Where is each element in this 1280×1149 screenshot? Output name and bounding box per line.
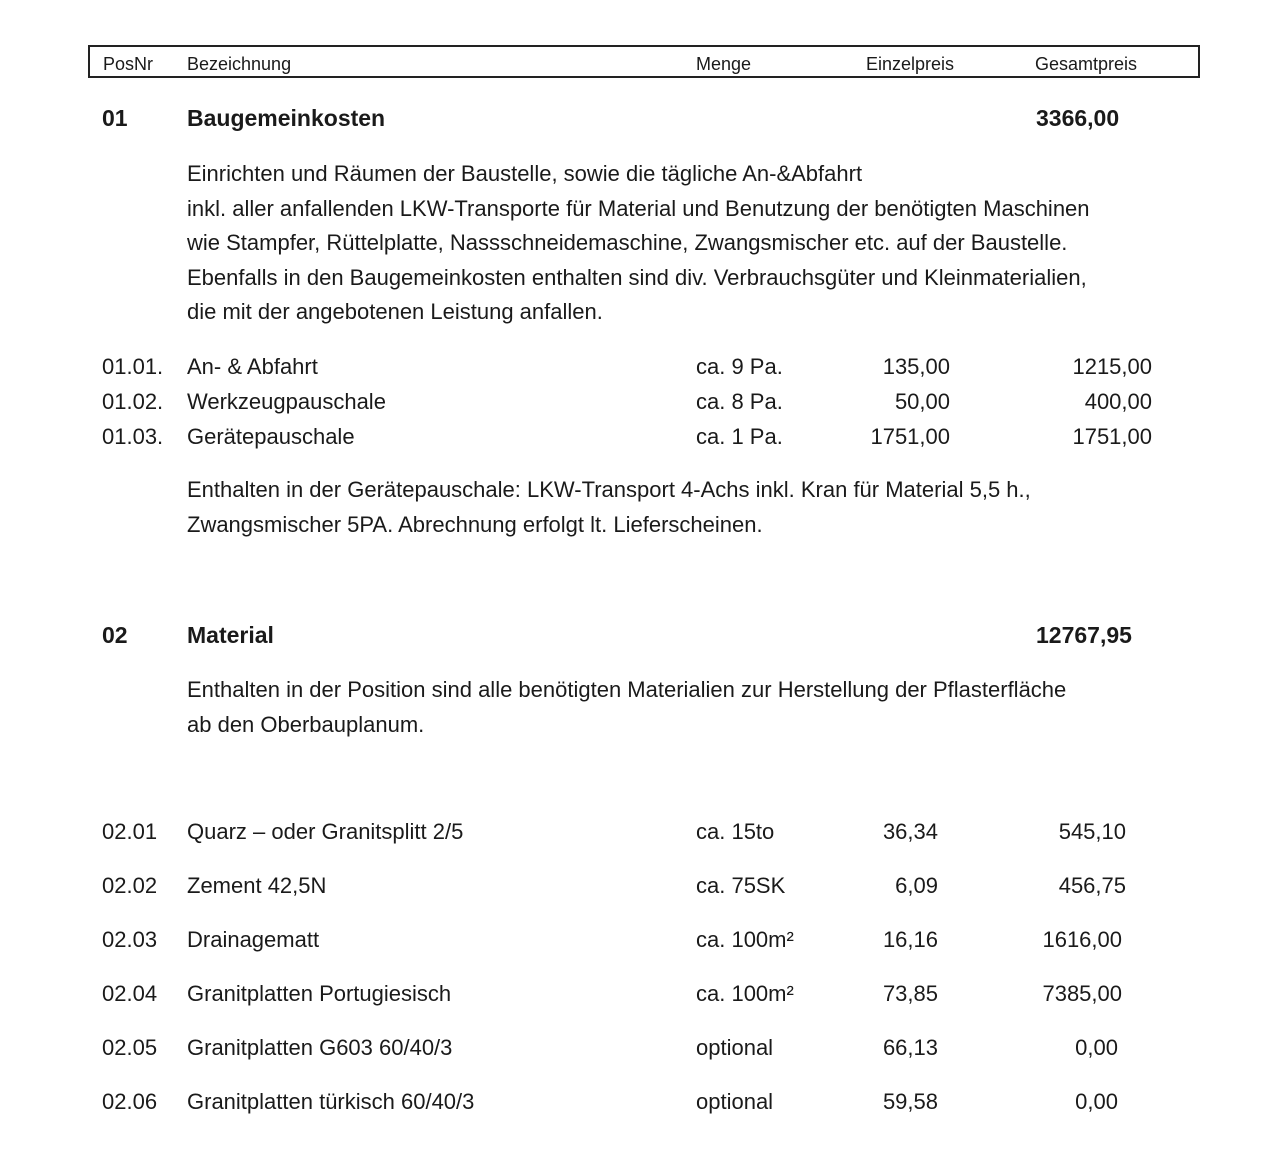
section-title: Material <box>187 622 274 648</box>
item-menge: ca. 100m² <box>696 927 794 952</box>
item-pos: 01.01. <box>102 354 164 379</box>
item-name: Granitplatten türkisch 60/40/3 <box>187 1089 475 1114</box>
header-einzelpreis: Einzelpreis <box>866 54 955 74</box>
column-header <box>88 45 1200 78</box>
item-name: An- & Abfahrt <box>187 354 318 379</box>
item-gesamtpreis: 7385,00 <box>1042 981 1122 1006</box>
item-name: Werkzeugpauschale <box>187 389 386 414</box>
description-line: Enthalten in der Position sind alle benötigten Materialien zur Herstellung der Pflasterfläche <box>187 677 1067 702</box>
item-gesamtpreis: 1215,00 <box>1072 354 1152 379</box>
note-line: Zwangsmischer 5PA. Abrechnung erfolgt lt. Lieferscheinen. <box>187 511 763 537</box>
item-einzelpreis: 1751,00 <box>870 424 950 449</box>
item-einzelpreis: 6,09 <box>895 873 938 898</box>
section-number: 02 <box>102 622 128 648</box>
section-total: 12767,95 <box>1036 622 1132 648</box>
item-einzelpreis: 66,13 <box>882 1035 938 1060</box>
header-menge: Menge <box>696 54 752 74</box>
section-number: 01 <box>102 105 128 131</box>
section-note <box>187 473 1207 542</box>
item-menge: optional <box>696 1035 774 1060</box>
item-pos: 01.02. <box>102 389 164 414</box>
item-menge: ca. 1 Pa. <box>696 424 783 449</box>
item-einzelpreis: 50,00 <box>894 389 950 414</box>
header-bezeichnung: Bezeichnung <box>187 54 292 74</box>
item-gesamtpreis: 456,75 <box>1058 873 1126 898</box>
section-description <box>187 673 1207 742</box>
header-gesamtpreis: Gesamtpreis <box>1035 54 1138 74</box>
item-pos: 02.04 <box>102 981 158 1006</box>
item-menge: optional <box>696 1089 774 1114</box>
section-total: 3366,00 <box>1036 105 1120 131</box>
description-line: die mit der angebotenen Leistung anfallen. <box>187 299 603 324</box>
item-gesamtpreis: 0,00 <box>1075 1089 1118 1114</box>
item-gesamtpreis: 1616,00 <box>1042 927 1122 952</box>
item-pos: 02.01 <box>102 819 158 844</box>
item-menge: ca. 15to <box>696 819 775 844</box>
item-menge: ca. 9 Pa. <box>696 354 783 379</box>
item-gesamtpreis: 0,00 <box>1075 1035 1118 1060</box>
header-posnr: PosNr <box>103 54 154 74</box>
item-gesamtpreis: 545,10 <box>1058 819 1126 844</box>
item-pos: 02.06 <box>102 1089 158 1114</box>
item-name: Quarz – oder Granitsplitt 2/5 <box>187 819 464 844</box>
description-line: wie Stampfer, Rüttelplatte, Nassschneidemaschine, Zwangsmischer etc. auf der Baustelle. <box>187 230 1068 255</box>
item-name: Granitplatten G603 60/40/3 <box>187 1035 453 1060</box>
item-einzelpreis: 36,34 <box>882 819 938 844</box>
description-line: Einrichten und Räumen der Baustelle, sowie die tägliche An-&Abfahrt <box>187 161 863 186</box>
section-title: Baugemeinkosten <box>187 105 386 131</box>
item-gesamtpreis: 1751,00 <box>1072 424 1152 449</box>
note-line: Enthalten in der Gerätepauschale: LKW-Transport 4-Achs inkl. Kran für Material 5,5 h., <box>187 477 1031 502</box>
item-pos: 02.05 <box>102 1035 158 1060</box>
item-name: Gerätepauschale <box>187 424 355 449</box>
item-menge: ca. 75SK <box>696 873 786 898</box>
description-line: inkl. aller anfallenden LKW-Transporte für Material und Benutzung der benötigten Maschinen <box>187 195 1090 221</box>
item-gesamtpreis: 400,00 <box>1084 389 1152 414</box>
item-menge: ca. 100m² <box>696 981 794 1006</box>
item-pos: 02.02 <box>102 873 158 898</box>
section-description <box>187 157 1207 330</box>
item-einzelpreis: 73,85 <box>882 981 938 1006</box>
item-einzelpreis: 135,00 <box>882 354 950 379</box>
item-einzelpreis: 16,16 <box>882 927 938 952</box>
description-line: ab den Oberbauplanum. <box>187 711 425 737</box>
item-einzelpreis: 59,58 <box>882 1089 938 1114</box>
item-pos: 02.03 <box>102 927 158 952</box>
item-pos: 01.03. <box>102 424 164 449</box>
item-name: Zement 42,5N <box>187 873 327 898</box>
description-line: Ebenfalls in den Baugemeinkosten enthalten sind div. Verbrauchsgüter und Kleinmaterialien, <box>187 264 1087 290</box>
item-name: Drainagematt <box>187 927 320 952</box>
item-name: Granitplatten Portugiesisch <box>187 981 452 1006</box>
item-menge: ca. 8 Pa. <box>696 389 783 414</box>
